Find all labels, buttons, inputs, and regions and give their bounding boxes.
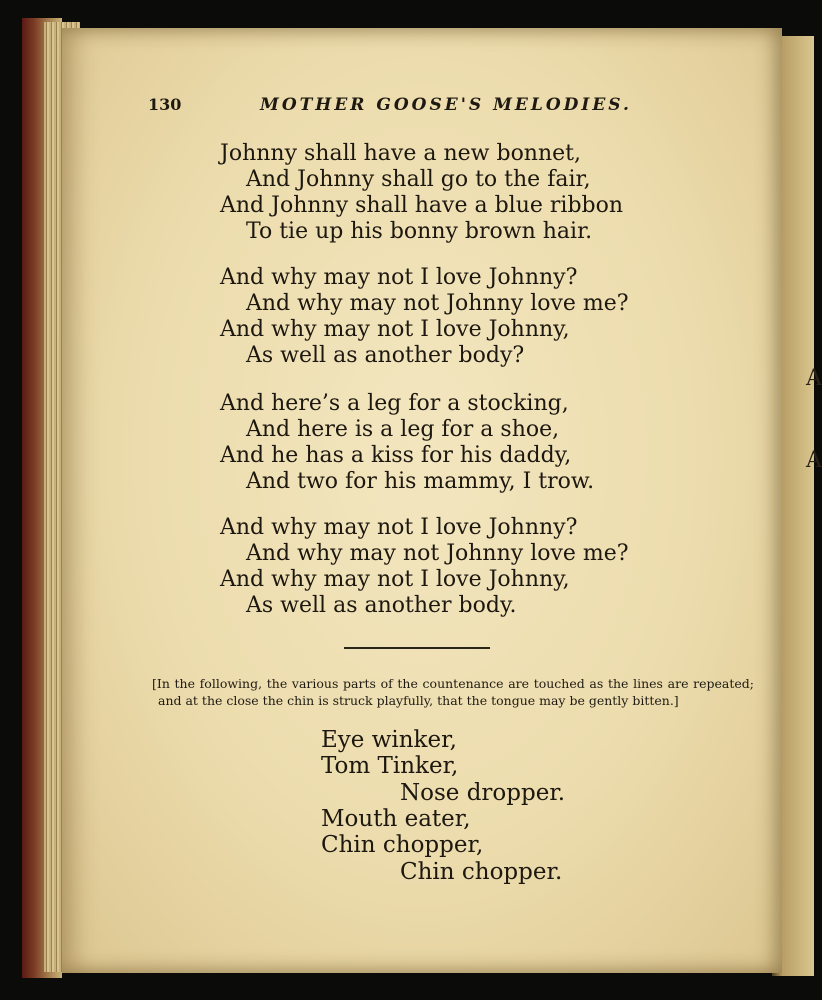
poem-line: And why may not I love Johnny, — [220, 567, 570, 592]
page-number: 130 — [148, 95, 182, 114]
running-head: MOTHER GOOSE'S MELODIES. — [260, 95, 632, 115]
poem-line: And Johnny shall have a blue ribbon — [220, 193, 624, 218]
poem-line: To tie up his bonny brown hair. — [246, 219, 593, 244]
margin-mark: A — [806, 448, 822, 473]
rhyme-line: Chin chopper. — [400, 859, 563, 885]
poem-line: And here is a leg for a shoe, — [246, 417, 560, 442]
poem-line: And why may not I love Johnny? — [220, 515, 578, 540]
margin-mark: A — [806, 366, 822, 391]
poem-line: As well as another body? — [246, 343, 525, 368]
poem-line: And two for his mammy, I trow. — [246, 469, 595, 494]
editorial-note: [In the following, the various parts of the countenance are touched as the lines are repeated; and at the close the chin is struck playfully, that the tongue may be gently bitten.] — [152, 676, 754, 708]
poem-line: And he has a kiss for his daddy, — [220, 443, 572, 468]
rhyme-line: Eye winker, — [321, 727, 457, 753]
poem-line: Johnny shall have a new bonnet, — [220, 141, 582, 166]
section-divider — [344, 647, 490, 649]
poem-line: And why may not Johnny love me? — [246, 541, 629, 566]
poem-line: As well as another body. — [246, 593, 517, 618]
rhyme-line: Nose dropper. — [400, 780, 566, 806]
rhyme-line: Chin chopper, — [321, 832, 484, 858]
rhyme-line: Mouth eater, — [321, 806, 471, 832]
page-header — [148, 95, 648, 119]
poem-line: And here’s a leg for a stocking, — [220, 391, 569, 416]
poem-line: And why may not I love Johnny? — [220, 265, 578, 290]
poem-line: And Johnny shall go to the fair, — [246, 167, 591, 192]
poem-line: And why may not Johnny love me? — [246, 291, 629, 316]
rhyme-line: Tom Tinker, — [321, 753, 459, 779]
poem-line: And why may not I love Johnny, — [220, 317, 570, 342]
